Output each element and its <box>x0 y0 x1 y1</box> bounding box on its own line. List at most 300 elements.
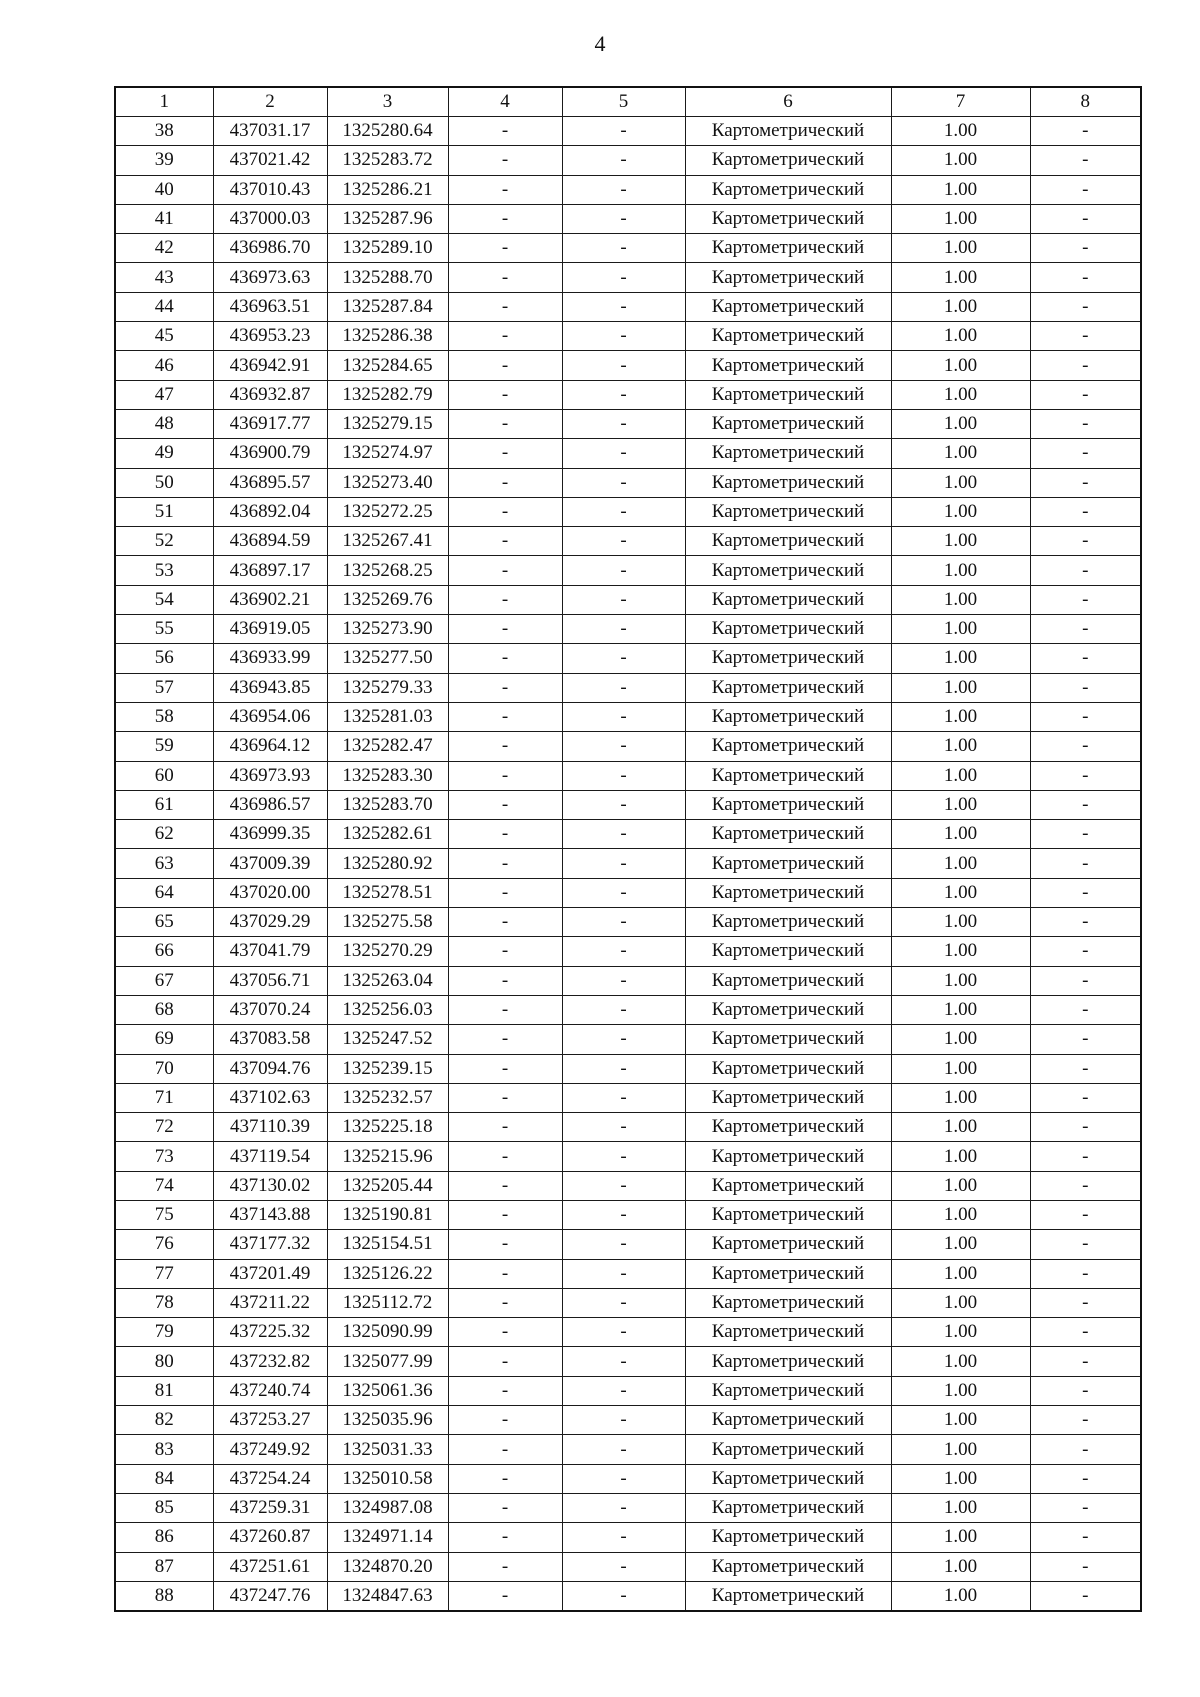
column-4-cell: - <box>448 1523 562 1552</box>
column-4-cell: - <box>448 527 562 556</box>
column-8-cell: - <box>1030 556 1141 585</box>
y-coordinate-cell: 1325035.96 <box>327 1406 448 1435</box>
method-cell: Картометрический <box>685 1523 891 1552</box>
accuracy-cell: 1.00 <box>891 820 1030 849</box>
column-8-cell: - <box>1030 1493 1141 1522</box>
method-cell: Картометрический <box>685 908 891 937</box>
accuracy-cell: 1.00 <box>891 1493 1030 1522</box>
method-cell: Картометрический <box>685 204 891 233</box>
method-cell: Картометрический <box>685 292 891 321</box>
accuracy-cell: 1.00 <box>891 1406 1030 1435</box>
table-row <box>115 702 1141 731</box>
y-coordinate-cell: 1325239.15 <box>327 1054 448 1083</box>
column-5-cell: - <box>562 585 685 614</box>
accuracy-cell: 1.00 <box>891 527 1030 556</box>
column-8-cell: - <box>1030 409 1141 438</box>
accuracy-cell: 1.00 <box>891 1318 1030 1347</box>
x-coordinate-cell: 437102.63 <box>213 1083 327 1112</box>
accuracy-cell: 1.00 <box>891 1464 1030 1493</box>
column-5-cell: - <box>562 1200 685 1229</box>
column-5-cell: - <box>562 204 685 233</box>
table-row <box>115 1113 1141 1142</box>
column-5-cell: - <box>562 234 685 263</box>
y-coordinate-cell: 1325282.47 <box>327 732 448 761</box>
point-number-cell: 66 <box>115 937 213 966</box>
method-cell: Картометрический <box>685 1230 891 1259</box>
column-5-cell: - <box>562 1142 685 1171</box>
y-coordinate-cell: 1325288.70 <box>327 263 448 292</box>
x-coordinate-cell: 437010.43 <box>213 175 327 204</box>
column-5-cell: - <box>562 556 685 585</box>
point-number-cell: 48 <box>115 409 213 438</box>
column-8-cell: - <box>1030 908 1141 937</box>
x-coordinate-cell: 437211.22 <box>213 1288 327 1317</box>
accuracy-cell: 1.00 <box>891 1288 1030 1317</box>
column-8-cell: - <box>1030 937 1141 966</box>
column-8-cell: - <box>1030 117 1141 146</box>
x-coordinate-cell: 436902.21 <box>213 585 327 614</box>
accuracy-cell: 1.00 <box>891 1523 1030 1552</box>
column-5-cell: - <box>562 995 685 1024</box>
method-cell: Картометрический <box>685 409 891 438</box>
y-coordinate-cell: 1325289.10 <box>327 234 448 263</box>
column-header: 1 <box>115 87 213 117</box>
point-number-cell: 68 <box>115 995 213 1024</box>
table-row <box>115 673 1141 702</box>
x-coordinate-cell: 436917.77 <box>213 409 327 438</box>
column-4-cell: - <box>448 1230 562 1259</box>
accuracy-cell: 1.00 <box>891 849 1030 878</box>
point-number-cell: 69 <box>115 1025 213 1054</box>
accuracy-cell: 1.00 <box>891 409 1030 438</box>
method-cell: Картометрический <box>685 439 891 468</box>
method-cell: Картометрический <box>685 790 891 819</box>
y-coordinate-cell: 1325277.50 <box>327 644 448 673</box>
accuracy-cell: 1.00 <box>891 1054 1030 1083</box>
column-8-cell: - <box>1030 204 1141 233</box>
column-5-cell: - <box>562 380 685 409</box>
y-coordinate-cell: 1325280.64 <box>327 117 448 146</box>
y-coordinate-cell: 1325232.57 <box>327 1083 448 1112</box>
method-cell: Картометрический <box>685 1435 891 1464</box>
column-8-cell: - <box>1030 1259 1141 1288</box>
column-header: 7 <box>891 87 1030 117</box>
method-cell: Картометрический <box>685 966 891 995</box>
method-cell: Картометрический <box>685 1493 891 1522</box>
column-4-cell: - <box>448 556 562 585</box>
table-row <box>115 1259 1141 1288</box>
point-number-cell: 39 <box>115 146 213 175</box>
point-number-cell: 56 <box>115 644 213 673</box>
column-5-cell: - <box>562 1435 685 1464</box>
column-4-cell: - <box>448 673 562 702</box>
method-cell: Картометрический <box>685 585 891 614</box>
table-row <box>115 204 1141 233</box>
method-cell: Картометрический <box>685 761 891 790</box>
column-8-cell: - <box>1030 1288 1141 1317</box>
point-number-cell: 82 <box>115 1406 213 1435</box>
column-4-cell: - <box>448 908 562 937</box>
x-coordinate-cell: 437254.24 <box>213 1464 327 1493</box>
column-5-cell: - <box>562 1376 685 1405</box>
method-cell: Картометрический <box>685 644 891 673</box>
x-coordinate-cell: 436894.59 <box>213 527 327 556</box>
accuracy-cell: 1.00 <box>891 790 1030 819</box>
accuracy-cell: 1.00 <box>891 732 1030 761</box>
y-coordinate-cell: 1325010.58 <box>327 1464 448 1493</box>
column-4-cell: - <box>448 1259 562 1288</box>
accuracy-cell: 1.00 <box>891 644 1030 673</box>
y-coordinate-cell: 1325281.03 <box>327 702 448 731</box>
method-cell: Картометрический <box>685 146 891 175</box>
table-row <box>115 1581 1141 1611</box>
x-coordinate-cell: 437070.24 <box>213 995 327 1024</box>
table-row <box>115 908 1141 937</box>
table-row <box>115 966 1141 995</box>
y-coordinate-cell: 1325031.33 <box>327 1435 448 1464</box>
method-cell: Картометрический <box>685 732 891 761</box>
method-cell: Картометрический <box>685 1464 891 1493</box>
x-coordinate-cell: 437029.29 <box>213 908 327 937</box>
x-coordinate-cell: 436900.79 <box>213 439 327 468</box>
column-4-cell: - <box>448 292 562 321</box>
column-8-cell: - <box>1030 234 1141 263</box>
accuracy-cell: 1.00 <box>891 1083 1030 1112</box>
column-4-cell: - <box>448 937 562 966</box>
point-number-cell: 64 <box>115 878 213 907</box>
table-body <box>115 117 1141 1612</box>
method-cell: Картометрический <box>685 175 891 204</box>
accuracy-cell: 1.00 <box>891 175 1030 204</box>
column-header: 2 <box>213 87 327 117</box>
accuracy-cell: 1.00 <box>891 468 1030 497</box>
table-row <box>115 497 1141 526</box>
column-4-cell: - <box>448 702 562 731</box>
point-number-cell: 59 <box>115 732 213 761</box>
table-row <box>115 1435 1141 1464</box>
x-coordinate-cell: 436919.05 <box>213 615 327 644</box>
column-5-cell: - <box>562 497 685 526</box>
column-5-cell: - <box>562 1347 685 1376</box>
x-coordinate-cell: 436964.12 <box>213 732 327 761</box>
y-coordinate-cell: 1325190.81 <box>327 1200 448 1229</box>
accuracy-cell: 1.00 <box>891 1552 1030 1581</box>
column-8-cell: - <box>1030 1113 1141 1142</box>
y-coordinate-cell: 1324971.14 <box>327 1523 448 1552</box>
point-number-cell: 49 <box>115 439 213 468</box>
column-5-cell: - <box>562 1083 685 1112</box>
x-coordinate-cell: 436933.99 <box>213 644 327 673</box>
point-number-cell: 61 <box>115 790 213 819</box>
table-row <box>115 439 1141 468</box>
accuracy-cell: 1.00 <box>891 292 1030 321</box>
table-row <box>115 468 1141 497</box>
point-number-cell: 52 <box>115 527 213 556</box>
y-coordinate-cell: 1325282.79 <box>327 380 448 409</box>
point-number-cell: 72 <box>115 1113 213 1142</box>
y-coordinate-cell: 1325205.44 <box>327 1171 448 1200</box>
accuracy-cell: 1.00 <box>891 1142 1030 1171</box>
column-8-cell: - <box>1030 585 1141 614</box>
accuracy-cell: 1.00 <box>891 1376 1030 1405</box>
column-5-cell: - <box>562 1552 685 1581</box>
column-5-cell: - <box>562 790 685 819</box>
y-coordinate-cell: 1325061.36 <box>327 1376 448 1405</box>
y-coordinate-cell: 1325274.97 <box>327 439 448 468</box>
x-coordinate-cell: 437260.87 <box>213 1523 327 1552</box>
x-coordinate-cell: 437000.03 <box>213 204 327 233</box>
column-8-cell: - <box>1030 1376 1141 1405</box>
column-5-cell: - <box>562 1406 685 1435</box>
column-4-cell: - <box>448 322 562 351</box>
table-row <box>115 234 1141 263</box>
point-number-cell: 73 <box>115 1142 213 1171</box>
table-row <box>115 322 1141 351</box>
y-coordinate-cell: 1325267.41 <box>327 527 448 556</box>
column-5-cell: - <box>562 878 685 907</box>
point-number-cell: 45 <box>115 322 213 351</box>
table-row <box>115 1288 1141 1317</box>
column-4-cell: - <box>448 1171 562 1200</box>
column-5-cell: - <box>562 292 685 321</box>
point-number-cell: 38 <box>115 117 213 146</box>
method-cell: Картометрический <box>685 1142 891 1171</box>
accuracy-cell: 1.00 <box>891 439 1030 468</box>
table-row <box>115 1347 1141 1376</box>
accuracy-cell: 1.00 <box>891 702 1030 731</box>
accuracy-cell: 1.00 <box>891 966 1030 995</box>
table-row <box>115 527 1141 556</box>
point-number-cell: 46 <box>115 351 213 380</box>
x-coordinate-cell: 437201.49 <box>213 1259 327 1288</box>
table-row <box>115 615 1141 644</box>
point-number-cell: 60 <box>115 761 213 790</box>
x-coordinate-cell: 437119.54 <box>213 1142 327 1171</box>
accuracy-cell: 1.00 <box>891 1347 1030 1376</box>
accuracy-cell: 1.00 <box>891 234 1030 263</box>
column-4-cell: - <box>448 117 562 146</box>
column-8-cell: - <box>1030 1200 1141 1229</box>
column-4-cell: - <box>448 497 562 526</box>
x-coordinate-cell: 437009.39 <box>213 849 327 878</box>
column-8-cell: - <box>1030 468 1141 497</box>
x-coordinate-cell: 437259.31 <box>213 1493 327 1522</box>
column-5-cell: - <box>562 409 685 438</box>
y-coordinate-cell: 1325283.70 <box>327 790 448 819</box>
y-coordinate-cell: 1325268.25 <box>327 556 448 585</box>
column-8-cell: - <box>1030 1083 1141 1112</box>
y-coordinate-cell: 1325270.29 <box>327 937 448 966</box>
column-4-cell: - <box>448 820 562 849</box>
column-4-cell: - <box>448 849 562 878</box>
accuracy-cell: 1.00 <box>891 1435 1030 1464</box>
accuracy-cell: 1.00 <box>891 878 1030 907</box>
method-cell: Картометрический <box>685 995 891 1024</box>
method-cell: Картометрический <box>685 1259 891 1288</box>
method-cell: Картометрический <box>685 1025 891 1054</box>
accuracy-cell: 1.00 <box>891 1171 1030 1200</box>
point-number-cell: 70 <box>115 1054 213 1083</box>
table-row <box>115 1142 1141 1171</box>
column-5-cell: - <box>562 1493 685 1522</box>
y-coordinate-cell: 1325287.84 <box>327 292 448 321</box>
table-row <box>115 1054 1141 1083</box>
method-cell: Картометрический <box>685 1347 891 1376</box>
column-4-cell: - <box>448 1200 562 1229</box>
column-8-cell: - <box>1030 615 1141 644</box>
accuracy-cell: 1.00 <box>891 1581 1030 1611</box>
table-row <box>115 1406 1141 1435</box>
column-5-cell: - <box>562 1318 685 1347</box>
method-cell: Картометрический <box>685 1318 891 1347</box>
point-number-cell: 84 <box>115 1464 213 1493</box>
y-coordinate-cell: 1325286.38 <box>327 322 448 351</box>
y-coordinate-cell: 1324987.08 <box>327 1493 448 1522</box>
accuracy-cell: 1.00 <box>891 497 1030 526</box>
table-header-row <box>115 87 1141 117</box>
point-number-cell: 83 <box>115 1435 213 1464</box>
accuracy-cell: 1.00 <box>891 673 1030 702</box>
method-cell: Картометрический <box>685 1113 891 1142</box>
column-4-cell: - <box>448 1054 562 1083</box>
column-4-cell: - <box>448 263 562 292</box>
y-coordinate-cell: 1325154.51 <box>327 1230 448 1259</box>
method-cell: Картометрический <box>685 1288 891 1317</box>
column-8-cell: - <box>1030 322 1141 351</box>
table-row <box>115 849 1141 878</box>
method-cell: Картометрический <box>685 673 891 702</box>
method-cell: Картометрический <box>685 820 891 849</box>
x-coordinate-cell: 437110.39 <box>213 1113 327 1142</box>
method-cell: Картометрический <box>685 1171 891 1200</box>
x-coordinate-cell: 437240.74 <box>213 1376 327 1405</box>
column-5-cell: - <box>562 1523 685 1552</box>
x-coordinate-cell: 437232.82 <box>213 1347 327 1376</box>
column-5-cell: - <box>562 644 685 673</box>
column-5-cell: - <box>562 263 685 292</box>
column-5-cell: - <box>562 1259 685 1288</box>
table-row <box>115 937 1141 966</box>
method-cell: Картометрический <box>685 1406 891 1435</box>
method-cell: Картометрический <box>685 1581 891 1611</box>
column-5-cell: - <box>562 615 685 644</box>
y-coordinate-cell: 1324847.63 <box>327 1581 448 1611</box>
accuracy-cell: 1.00 <box>891 204 1030 233</box>
table-row <box>115 1230 1141 1259</box>
method-cell: Картометрический <box>685 937 891 966</box>
y-coordinate-cell: 1325273.90 <box>327 615 448 644</box>
table-row <box>115 1200 1141 1229</box>
table-row <box>115 1171 1141 1200</box>
method-cell: Картометрический <box>685 351 891 380</box>
column-4-cell: - <box>448 234 562 263</box>
column-8-cell: - <box>1030 351 1141 380</box>
table-row <box>115 1552 1141 1581</box>
x-coordinate-cell: 436973.93 <box>213 761 327 790</box>
column-4-cell: - <box>448 1083 562 1112</box>
column-5-cell: - <box>562 146 685 175</box>
column-8-cell: - <box>1030 1025 1141 1054</box>
y-coordinate-cell: 1325284.65 <box>327 351 448 380</box>
column-4-cell: - <box>448 1464 562 1493</box>
table-row <box>115 761 1141 790</box>
x-coordinate-cell: 436942.91 <box>213 351 327 380</box>
column-4-cell: - <box>448 204 562 233</box>
x-coordinate-cell: 437253.27 <box>213 1406 327 1435</box>
y-coordinate-cell: 1325090.99 <box>327 1318 448 1347</box>
column-5-cell: - <box>562 702 685 731</box>
column-8-cell: - <box>1030 497 1141 526</box>
y-coordinate-cell: 1325225.18 <box>327 1113 448 1142</box>
column-header: 8 <box>1030 87 1141 117</box>
column-8-cell: - <box>1030 1581 1141 1611</box>
table-row <box>115 1493 1141 1522</box>
point-number-cell: 87 <box>115 1552 213 1581</box>
accuracy-cell: 1.00 <box>891 263 1030 292</box>
accuracy-cell: 1.00 <box>891 1113 1030 1142</box>
method-cell: Картометрический <box>685 1200 891 1229</box>
column-4-cell: - <box>448 1318 562 1347</box>
point-number-cell: 65 <box>115 908 213 937</box>
column-8-cell: - <box>1030 673 1141 702</box>
point-number-cell: 44 <box>115 292 213 321</box>
column-8-cell: - <box>1030 820 1141 849</box>
accuracy-cell: 1.00 <box>891 615 1030 644</box>
column-4-cell: - <box>448 878 562 907</box>
column-5-cell: - <box>562 351 685 380</box>
column-8-cell: - <box>1030 761 1141 790</box>
table-row <box>115 1318 1141 1347</box>
x-coordinate-cell: 437083.58 <box>213 1025 327 1054</box>
column-5-cell: - <box>562 937 685 966</box>
column-8-cell: - <box>1030 1435 1141 1464</box>
y-coordinate-cell: 1325280.92 <box>327 849 448 878</box>
method-cell: Картометрический <box>685 1054 891 1083</box>
y-coordinate-cell: 1325269.76 <box>327 585 448 614</box>
column-8-cell: - <box>1030 146 1141 175</box>
column-8-cell: - <box>1030 1230 1141 1259</box>
method-cell: Картометрический <box>685 1083 891 1112</box>
table-row <box>115 878 1141 907</box>
method-cell: Картометрический <box>685 322 891 351</box>
x-coordinate-cell: 437094.76 <box>213 1054 327 1083</box>
point-number-cell: 57 <box>115 673 213 702</box>
column-8-cell: - <box>1030 380 1141 409</box>
y-coordinate-cell: 1325215.96 <box>327 1142 448 1171</box>
y-coordinate-cell: 1325279.33 <box>327 673 448 702</box>
method-cell: Картометрический <box>685 468 891 497</box>
method-cell: Картометрический <box>685 263 891 292</box>
point-number-cell: 47 <box>115 380 213 409</box>
accuracy-cell: 1.00 <box>891 908 1030 937</box>
method-cell: Картометрический <box>685 497 891 526</box>
x-coordinate-cell: 436895.57 <box>213 468 327 497</box>
table-row <box>115 409 1141 438</box>
column-4-cell: - <box>448 1288 562 1317</box>
accuracy-cell: 1.00 <box>891 585 1030 614</box>
x-coordinate-cell: 437020.00 <box>213 878 327 907</box>
table-row <box>115 644 1141 673</box>
table-row <box>115 556 1141 585</box>
accuracy-cell: 1.00 <box>891 1025 1030 1054</box>
x-coordinate-cell: 437031.17 <box>213 117 327 146</box>
column-5-cell: - <box>562 966 685 995</box>
point-number-cell: 41 <box>115 204 213 233</box>
x-coordinate-cell: 436943.85 <box>213 673 327 702</box>
column-8-cell: - <box>1030 878 1141 907</box>
column-8-cell: - <box>1030 439 1141 468</box>
column-4-cell: - <box>448 468 562 497</box>
